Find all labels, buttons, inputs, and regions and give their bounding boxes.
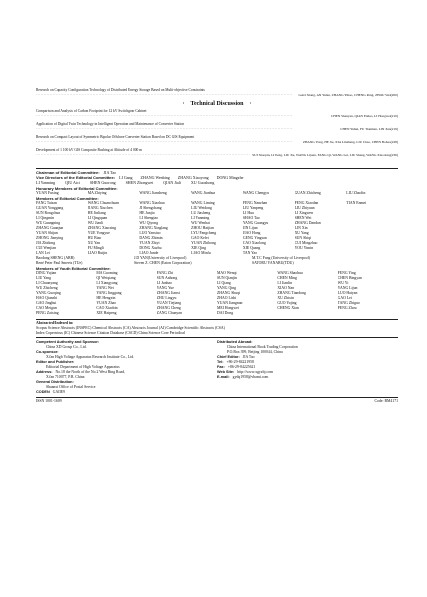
youth-member-name: ZHANG Cheng (156, 306, 181, 311)
toc-entry-title[interactable]: Development of 1 100 kV GIS Composite Bushing at Altitude of 4 000 m (36, 148, 143, 152)
youth-member-name: CAO Xiaobin (96, 306, 118, 311)
info-value: No.18 the North of the No.2 West Ring Road, (55, 370, 126, 375)
youth-member-name: YANG Lijun (337, 286, 358, 291)
youth-member-name: LUO Haiyan (337, 291, 358, 296)
info-label: Web Site: (217, 370, 235, 375)
youth-member-name: ZHANG Jianxi (156, 291, 180, 296)
vice-director-name: XU Guozhong (190, 180, 215, 186)
members-label: Members of Editorial Committee: (36, 195, 99, 201)
editorial-member-name: JIN Lijun (242, 226, 258, 231)
chairman-name: JIA Tao (103, 170, 116, 175)
editorial-member-name: LIAO Minfu (191, 251, 211, 256)
info-label: E-mail: (217, 375, 230, 380)
youth-member-name: ZHU Lingyu (156, 296, 177, 301)
editorial-member-name: LI Xingwen (294, 211, 314, 216)
vice-director-name: ZHANG Wenbing (140, 175, 170, 181)
editorial-member-name: YUAN Zhihong (191, 241, 216, 246)
editorial-member-name: CUI Mingzhao (294, 241, 318, 246)
honorary-member-name: LIU Zhaolin (346, 190, 366, 195)
youth-member-name: FANG Zhi (156, 271, 173, 276)
youth-member-name: YANG Guoqing (36, 291, 61, 296)
youth-member-name: ZHAO Lishi (216, 296, 237, 301)
editorial-member-name: ZHANG Guanjun (36, 226, 64, 231)
editorial-member-name: SHAO Tao (242, 216, 260, 221)
youth-member-name: XIAO Nan (277, 286, 295, 291)
editorial-member-name: WU Wenhai (191, 221, 210, 226)
editorial-member-name: ZHANG Xinglang (139, 226, 168, 231)
youth-member-name: GAO Lei (337, 296, 352, 301)
info-value: China XD Group Co., Ltd. (46, 345, 87, 350)
editorial-member-name: YANG Guangyu (242, 221, 269, 226)
editorial-member-name: LIAO Ruijin (87, 251, 108, 256)
editorial-member-name: CAO Xiaolong (242, 241, 266, 246)
toc-entry-authors-line (36, 114, 398, 119)
toc-entry-authors: SUI Xiaopin, LI Peng, LIU Xu, WANG Lijuan, FANG Qi, WANG Lei, LIU Sheng, WANG Xiaodong(236) (252, 153, 398, 157)
editorial-member-name: LIAO Junde (139, 251, 159, 256)
abstracted-line-2: Index Copernicus (IC) Chinese Science Citation Database (CSCD) China Science Core Periodical (36, 331, 185, 336)
editorial-member-name: FENG Nanzhan (242, 201, 268, 206)
youth-member-name: TANG Zhiguo (337, 301, 360, 306)
youth-member-name: SUN Qianjin (216, 276, 237, 281)
editorial-member-name: LUO Yanxiao (139, 231, 161, 236)
editorial-member-name: SHEN Wei (294, 216, 312, 221)
youth-label: Members of Youth Editorial Committee: (36, 266, 111, 272)
info-value: P.O.Box 399, Beijing 100044, China (227, 350, 283, 355)
editorial-member-name: HE Jinliang (87, 211, 106, 216)
youth-member-name: YUAN Tiejiang (156, 301, 182, 306)
editorial-member-name: LU Jiasheng (191, 211, 211, 216)
youth-member-name: ZHANG Shuqi (216, 291, 241, 296)
youth-member-name: CAO Meigun (36, 306, 57, 311)
youth-member-name: SUN Anhong (156, 276, 178, 281)
info-value: GAIIE9 (52, 390, 65, 395)
editorial-members (36, 201, 398, 256)
info-line (217, 375, 398, 380)
honorary-member-name: WANG Chengyu (242, 190, 269, 195)
youth-member-name: CHEN Bingyan (337, 276, 362, 281)
editorial-member-name: JIA Zhidong (36, 241, 56, 246)
editorial-member-name: LI Qingmin (36, 216, 55, 221)
honorary-member-name: WANG Jianhua (191, 190, 216, 195)
youth-member-name: PENG Zhou (337, 306, 357, 311)
info-value: +86-29-84221958 (226, 360, 254, 365)
international-member-name: René Peter Paul Smeets (TUe) (36, 261, 83, 266)
toc-entry-title[interactable]: Application of Digital Twin Technology in Intelligent Operation and Maintenance of Converter Station (36, 122, 185, 126)
editorial-member-name: TIAN Enmei (346, 201, 367, 206)
youth-member-name: GUO Yujing (277, 301, 297, 306)
toc-entry-authors-line (36, 93, 398, 98)
masthead (36, 170, 398, 316)
info-value: Editorial Department of High Voltage Apparatus (46, 365, 120, 370)
honorary-member-name: WANG Jiansheng (139, 190, 167, 195)
toc-entry-title[interactable]: Comparison and Analysis of Carbon Footprint for 12 kV Switchgear Cabinet (36, 109, 147, 113)
youth-member-name: CHEN Ming (277, 276, 297, 281)
youth-member-name: MAO Wenqi (216, 271, 237, 276)
editorial-member-name: LI Qingquan (87, 216, 108, 221)
youth-member-name: YUAN Jiangnan (216, 301, 243, 306)
editorial-member-name: YUAN Zhiyi (139, 241, 160, 246)
info-label: Competent Authority and Sponsor: (36, 340, 100, 345)
honorary-member-name: YUAN Fuxing (36, 190, 59, 195)
info-label: Chief Editor: (217, 355, 240, 360)
vice-director-name: DONG Mingzhe (216, 175, 244, 181)
youth-member-name: LI Chuanyang (36, 281, 58, 286)
international-member-name: M.T.C Fang (University of Liverpool) (252, 256, 310, 261)
dot-leader (36, 114, 329, 119)
youth-member-name: XU Zhixin (277, 296, 294, 301)
code: Code: BM4171 (374, 399, 398, 404)
editorial-member-name: DONG Xuzhu (139, 246, 162, 251)
editorial-member-name: CUI Wenjian (36, 246, 56, 251)
youth-member-name: LI Jianlin (277, 281, 292, 286)
youth-member-name: DAI Dong (216, 311, 234, 316)
editorial-member-name: YUE Yongyue (87, 231, 110, 236)
youth-member-name: CHENG Xian (277, 306, 299, 311)
editorial-member-name: WANG Liming (191, 201, 215, 206)
editorial-member-name: JI Shengchang (139, 206, 162, 211)
spacer (36, 158, 398, 161)
vice-director-name: QIAN Jiali (163, 180, 181, 186)
editorial-member-name: GAO Kefei (191, 236, 209, 241)
youth-member-name: YANG Yue (156, 286, 174, 291)
editorial-member-name: FANG Taisan (36, 201, 57, 206)
abstracted-block (36, 319, 398, 338)
info-line (36, 390, 217, 395)
youth-members (36, 271, 398, 316)
youth-member-name: YANG Wei (96, 286, 114, 291)
youth-member-name: ZANG Chunyan (156, 311, 182, 316)
editorial-member-name: LAN Lei (36, 251, 50, 256)
editorial-member-name: LI Yanming (191, 216, 210, 221)
editorial-member-name: WU Qiyong (139, 221, 159, 226)
youth-member-name: LI Qiang (216, 281, 231, 286)
editorial-member-name: GENG Yingsan (242, 236, 267, 241)
info-value: gydq1958@vhami.com (232, 375, 269, 380)
editorial-member-name: ZHOU Haijian (191, 226, 214, 231)
youth-member-name: FENG Ying (337, 271, 356, 276)
editorial-member-name: FENG Xiaodan (294, 201, 319, 206)
publication-info-right (217, 340, 398, 395)
toc-entry-authors: CHEN Yuhui, FU Tianmen, LIN Jian(219) (340, 127, 398, 131)
info-label: General Distribution: (36, 380, 74, 385)
info-label: Distributed Abroad: (217, 340, 253, 345)
editorial-member-name: HU Biao (87, 236, 102, 241)
info-label: Fax: (217, 365, 225, 370)
dot-leader (36, 153, 250, 158)
youth-member-name (277, 311, 337, 316)
vice-director-name: LI Yanming (36, 180, 56, 186)
editorial-member-name: LIN Xin (294, 226, 308, 231)
youth-member-name: WANG Shaohua (277, 271, 303, 276)
divider (36, 168, 398, 169)
international-member-name: SATORU YANABU(TDU) (252, 261, 294, 266)
youth-member-name: MA Guoming (96, 271, 118, 276)
youth-member-name: YUAN Zhao (96, 301, 117, 306)
youth-member-name: LI Xiangyang (96, 281, 118, 286)
vice-director-name: QIU Aici (65, 180, 80, 186)
toc-entry-authors: ZHANG Yong, HE Jie, XIA Linzheng, LIU Chao, CHEN Bohao(228) (302, 140, 398, 144)
editorial-member-name: LIU Zhiyuan (294, 206, 315, 211)
youth-member-name: DING Yujian (36, 271, 57, 276)
editorial-member-name: LIU Yanpeng (242, 206, 264, 211)
youth-member-name: PENG Zaixing (36, 311, 59, 316)
international-members (36, 256, 398, 266)
info-label: Co-sponsor: (36, 350, 59, 355)
abstracted-label: Abstracted/Indexed in: (36, 321, 74, 326)
youth-member-name: WU Yi (337, 281, 349, 286)
international-member-name: Steven Z. CHEN (Eaton Corporation) (134, 261, 192, 266)
editorial-member-name: XU Yang (294, 231, 309, 236)
toc-entry-authors: CHEN Shenyan, QIAN Enhao, LI Hongwei(210) (331, 114, 398, 118)
vice-director-name: ZHANG Xiaoyong (177, 175, 209, 181)
editorial-member-name: GUAN Yonggang (36, 206, 64, 211)
editorial-member-name: SUN Shiqi (294, 236, 312, 241)
footer (36, 397, 398, 404)
info-label: CODEN (36, 390, 50, 395)
toc-entry-authors-line (36, 127, 398, 132)
dot-leader (36, 140, 301, 145)
info-value: Xi'an High Voltage Apparatus Research Institute Co., Ltd. (46, 355, 135, 360)
info-value: Xi'an 710077, P.R. China (46, 375, 85, 380)
editorial-member-name: ZHONG Jianying (36, 236, 64, 241)
editorial-member-name: DANG Zhimin (139, 236, 163, 241)
youth-member-name: LIU Yang (36, 276, 51, 281)
vice-director-name: SHEN Zhongwei (125, 180, 154, 186)
section-heading: · Technical Discussion · (182, 101, 252, 107)
info-label: Editor and Publisher: (36, 360, 75, 365)
toc-entry-authors-line (36, 140, 398, 145)
dot-leader (36, 127, 338, 132)
youth-member-name: XIE Haipeng (96, 311, 117, 316)
info-value: +86-29-84225621 (227, 365, 256, 370)
chairman-label: Chairman of Editorial Committee: (36, 170, 100, 175)
youth-member-name: QI Weiqiang (96, 276, 116, 281)
info-value: Shaanxi Office of Postal Service (46, 385, 96, 390)
info-label: Tel: (217, 360, 224, 365)
toc-entry-title[interactable]: Research on Capacity Configuration Technology of Distributed Energy Storage Based on Multi-objective Constraints (36, 88, 205, 92)
vice-directors-label: Vice Directors of the Editorial Committee: (36, 175, 116, 181)
toc-entry-authors-line (36, 153, 398, 158)
editorial-member-name: WANG Xiaohua (139, 201, 165, 206)
editorial-member-name: WANG Chuanchuan (87, 201, 120, 206)
youth-member-name: GAO Jinghui (36, 301, 57, 306)
page (36, 88, 398, 404)
editorial-member-name: WU Guangning (36, 221, 61, 226)
youth-member-name: MEI Hongwei (216, 306, 239, 311)
editorial-member-name: SUN Rongchun (36, 211, 61, 216)
vice-director-name: SHEN Guorong (89, 180, 116, 186)
editorial-member-name: JIANG Xiuchen (87, 206, 113, 211)
international-member-name: J.D YAN(University of Liverpool) (134, 256, 187, 261)
youth-member-name: YANG Qing (216, 286, 237, 291)
publication-info-left (36, 340, 217, 395)
toc-entry-title[interactable]: Research on Compact Layout of Symmetric Bipolar Offshore Converter Station Based on DC GIS Equipment (36, 135, 195, 139)
editorial-member-name: FU Mingli (87, 246, 104, 251)
youth-member-name (338, 311, 398, 316)
editorial-member-name: ZHANG Dandan (294, 221, 321, 226)
editorial-member-name: XIE Quang (242, 246, 261, 251)
editorial-member-name: XIE Qing (191, 246, 207, 251)
toc-entry-authors: GAO Xiang, AN Yulan, ZHANG Yihao, CHENG Peng, ZHOU Wei(200) (298, 93, 398, 97)
info-value: JIA Tao (242, 355, 255, 360)
editorial-member-name: TAN Yao (242, 251, 258, 256)
toc-list (36, 109, 398, 161)
editorial-member-name: LIU Weidong (191, 206, 212, 211)
issn: ISSN 1001-1609 (36, 399, 62, 404)
youth-member-name: ZHANG Tiandong (277, 291, 306, 296)
editorial-member-name: LYU Fangcheng (191, 231, 217, 236)
editorial-member-name: XU Yan (87, 241, 100, 246)
editorial-member-name: WU Jianli (87, 221, 104, 226)
dot-leader (36, 93, 296, 98)
vice-director-name: LI Gang (119, 175, 133, 181)
info-value: http://www.xgyzbj.com (237, 370, 274, 375)
editorial-member-name: YOU Yimin (294, 246, 314, 251)
international-member-name: Baodang SHENG (ABB) (36, 256, 75, 261)
youth-member-name: HE Hengxin (96, 296, 116, 301)
youth-member-name: HAO Qianzhi (36, 296, 58, 301)
honorary-label: Honorary Members of Editorial Committee: (36, 185, 118, 191)
youth-member-name: LI Junhao (156, 281, 172, 286)
editorial-member-name: HE Junjia (139, 211, 155, 216)
honorary-member-name: GUAN Zhicheng (294, 190, 321, 195)
editorial-member-name: YUAN Shijun (36, 231, 58, 236)
abstracted-line-1: Scopus Science Abstracts (INSPEC) Chemical Abstracts (CA) Abstracts Journal (AJ) Cambridge Scientific Abstracts (CSA) (36, 326, 225, 331)
info-label: Address: (36, 370, 53, 375)
editorial-member-name: LI Hua (242, 211, 254, 216)
editorial-member-name: JIAO Hong (242, 231, 261, 236)
honorary-member-name: MA Zhiying (87, 190, 107, 195)
publication-info (36, 340, 398, 395)
youth-member-name: YANG Jinggang (96, 291, 122, 296)
youth-member-name: WU Zhicheng (36, 286, 58, 291)
editorial-member-name: LI Shengtao (139, 216, 159, 221)
info-value: China International Book Trading Corporation (227, 345, 298, 350)
editorial-member-name: ZHANG Xiaoxing (87, 226, 117, 231)
